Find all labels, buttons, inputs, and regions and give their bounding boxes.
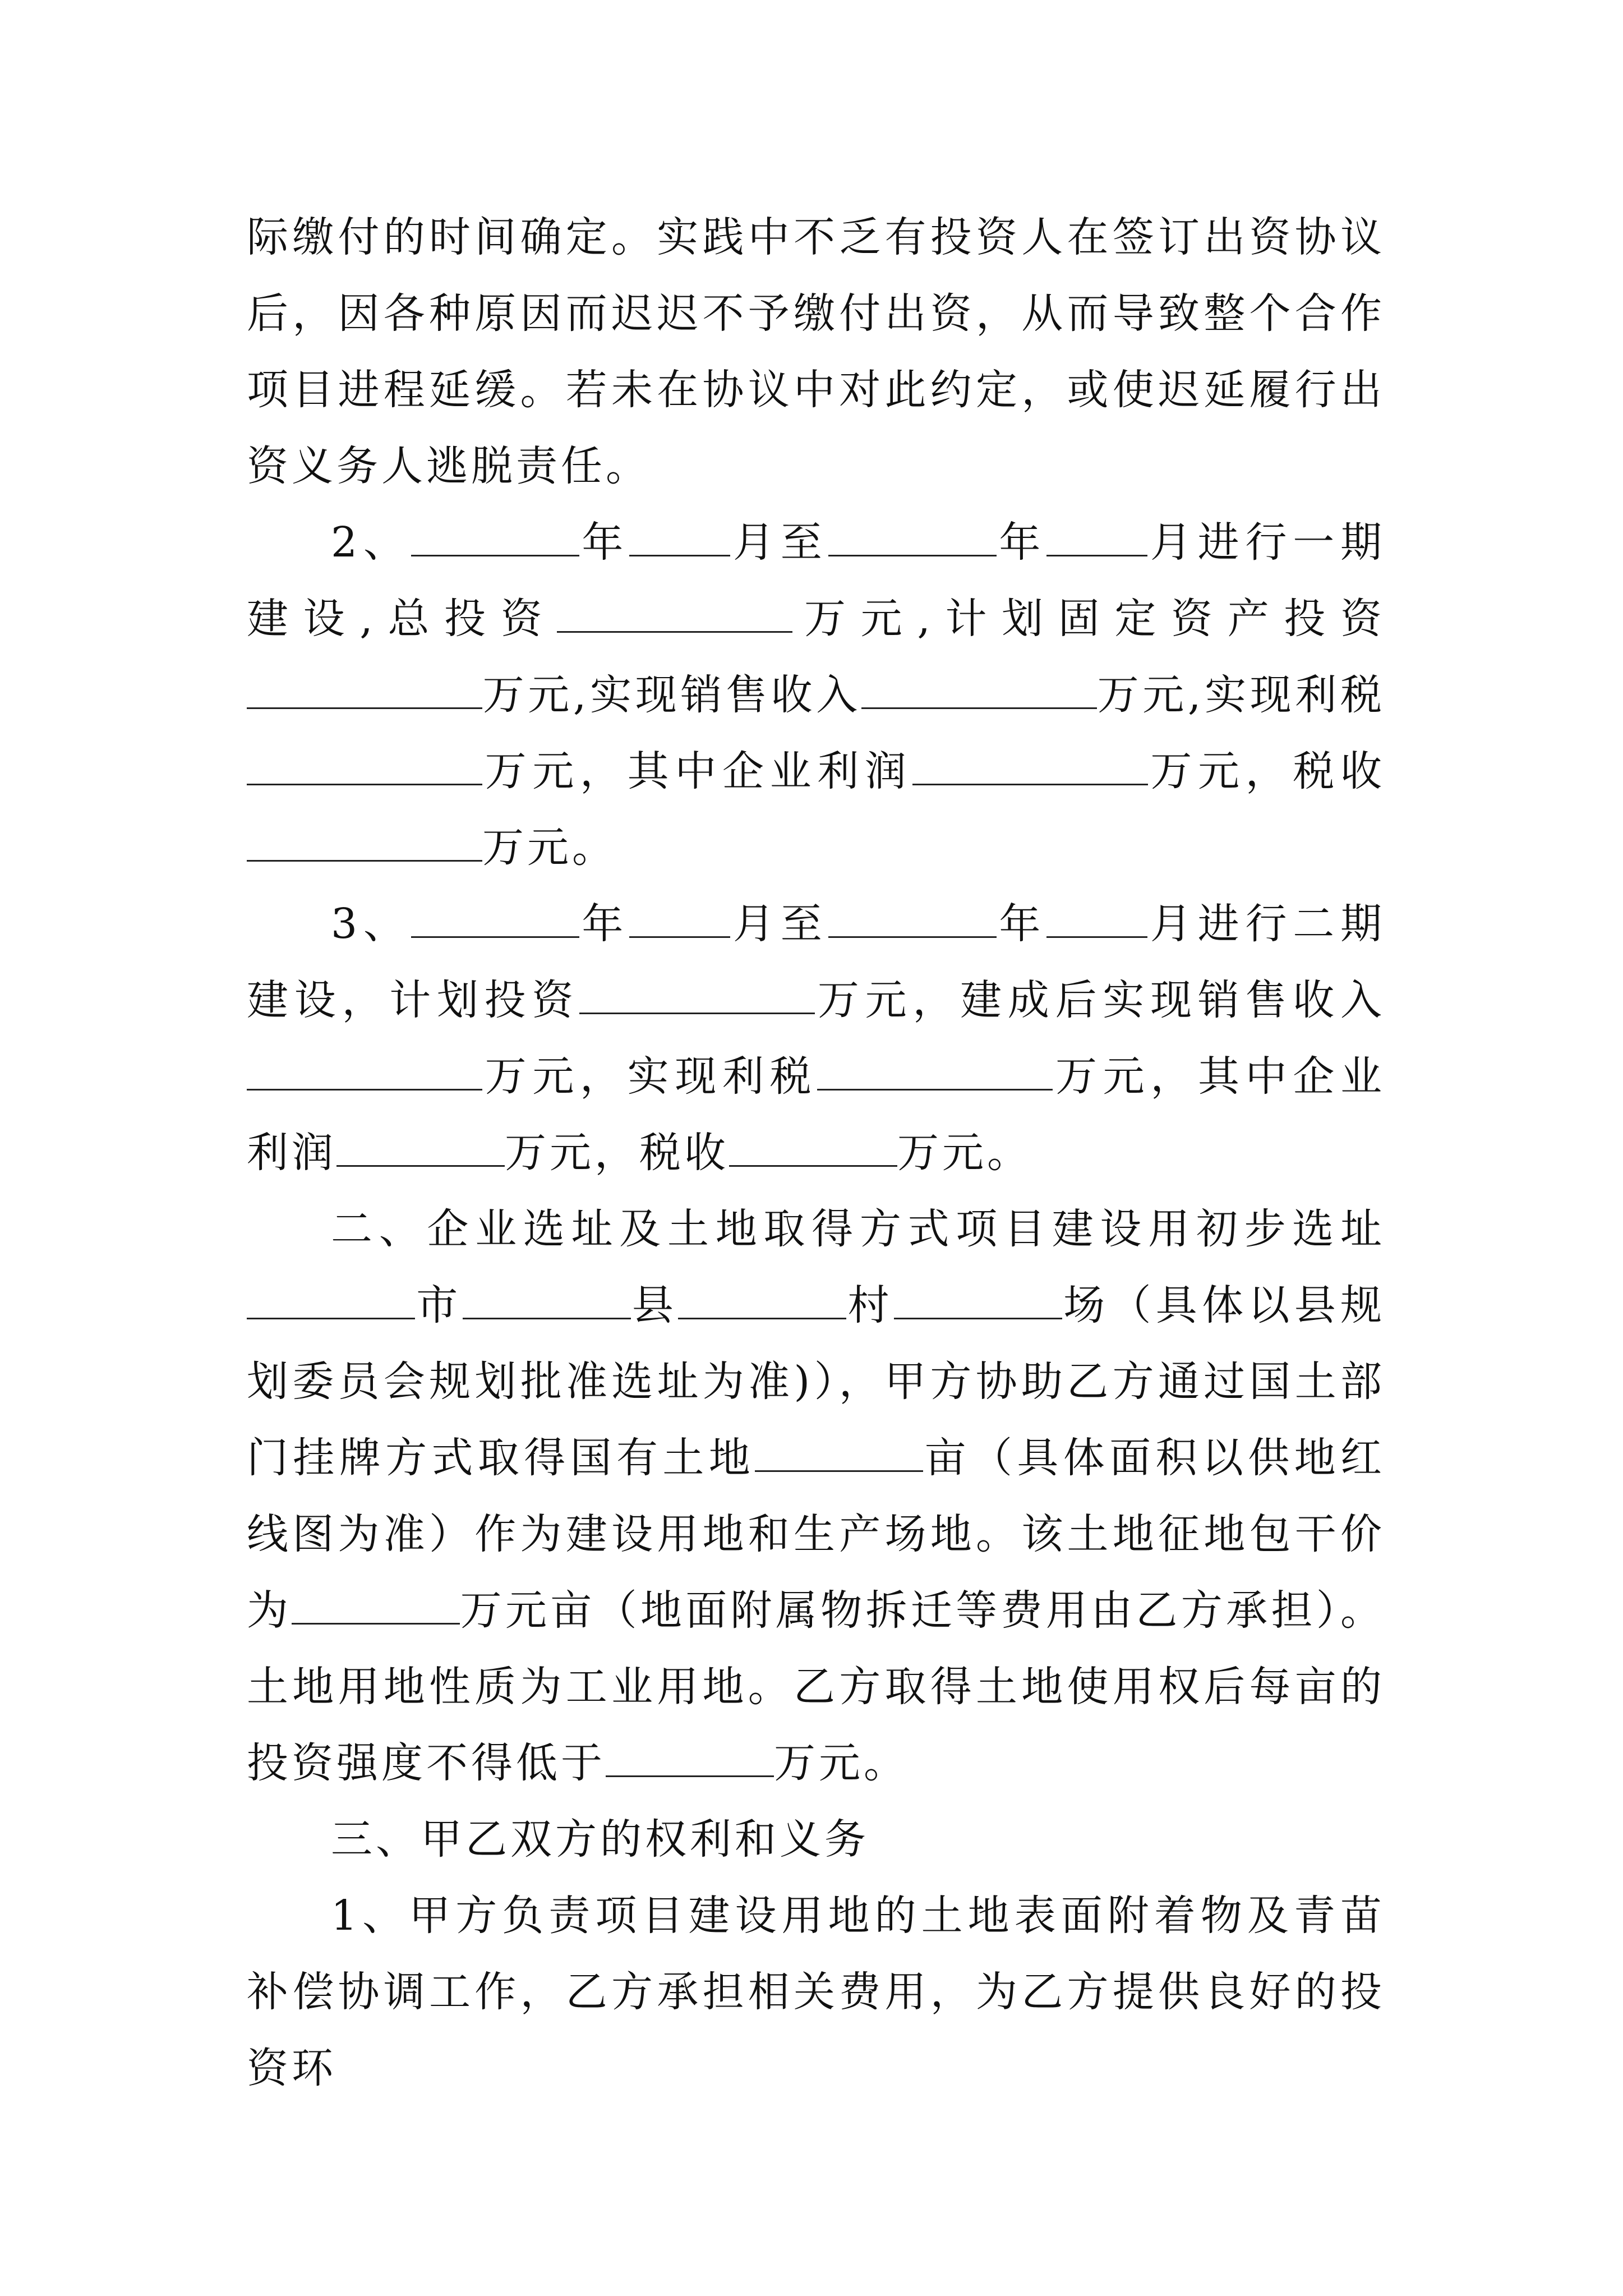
blank-field	[247, 826, 482, 862]
blank-field	[678, 1284, 846, 1319]
paragraph-continuation: 际缴付的时间确定。实践中不乏有投资人在签订出资协议后，因各种原因而迟迟不予缴付出资，从而导致整个合作项目进程延缓。若未在协议中对此约定，或使迟延履行出资义务人逃脱责任。	[247, 213, 1385, 490]
blank-field	[912, 750, 1148, 785]
blank-field	[817, 1055, 1053, 1091]
blank-field	[411, 903, 579, 938]
blank-field	[557, 597, 792, 633]
document-body	[247, 199, 1385, 2106]
blank-field	[894, 1284, 1062, 1319]
section-heading-rights: 三、甲乙双方的权利和义务	[331, 1815, 869, 1864]
blank-field	[247, 750, 482, 785]
paragraph-party-a-duty: 1、甲方负责项目建设用地的土地表面附着物及青苗补偿协调工作，乙方承担相关费用，为乙方提供良好的投资环	[247, 1892, 1385, 2092]
blank-field	[828, 903, 997, 938]
blank-field	[629, 903, 730, 938]
blank-field	[579, 979, 815, 1014]
blank-field	[247, 1055, 482, 1091]
blank-field	[629, 521, 730, 556]
blank-field	[292, 1589, 460, 1625]
blank-field	[861, 674, 1097, 709]
blank-field	[411, 521, 579, 556]
blank-field	[729, 1131, 897, 1167]
blank-field	[247, 1284, 415, 1319]
paragraph-phase-one: 2、 年 月至 年 月进行一期建设,总投资 万元,计划固定资产投资万元,实现销售收入 万元,实现利税万元，其中企业利润 万元，税收万元。	[247, 518, 1386, 872]
blank-field	[463, 1284, 631, 1319]
blank-field	[606, 1742, 774, 1777]
blank-field	[336, 1131, 505, 1167]
blank-field	[247, 674, 482, 709]
paragraph-site-selection: 二、企业选址及土地取得方式项目建设用初步选址市 县 村 场（具体以县规划委员会规划批准选址为准)），甲方协助乙方通过国土部门挂牌方式取得国有土地 亩（具体面积以供地红线图为准）作为建设用地和生产场地。该土地征地包干价为 万元亩（地面附属物拆迁等费用由乙方承担）。土地用地性质为工业用地。乙方取得土地使用权后每亩的投资强度不得低于 万元。	[247, 1205, 1386, 1787]
blank-field	[755, 1437, 923, 1472]
blank-field	[828, 521, 997, 556]
blank-field	[1046, 521, 1147, 556]
paragraph-phase-two: 3、 年 月至 年 月进行二期建设，计划投资 万元，建成后实现销售收入万元，实现利税 万元，其中企业利润 万元，税收 万元。	[247, 900, 1386, 1177]
blank-field	[1046, 903, 1147, 938]
